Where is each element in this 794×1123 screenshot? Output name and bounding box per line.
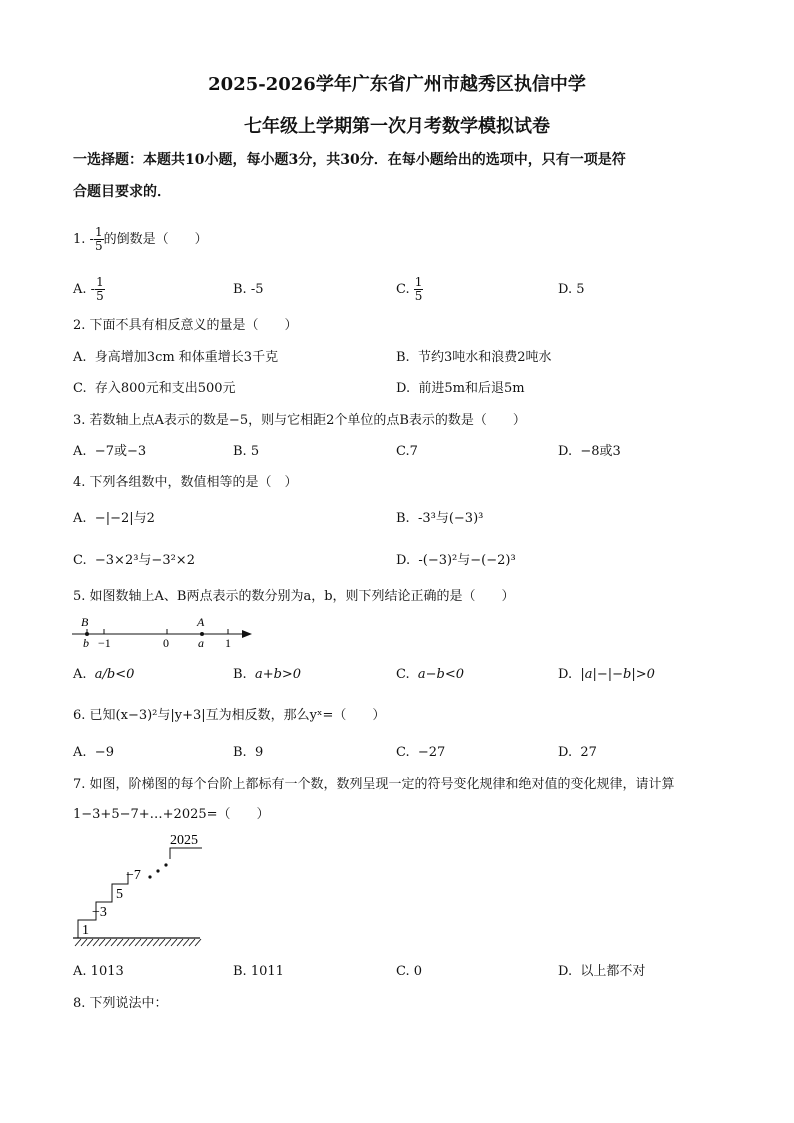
- section-instruction-line2: 合题目要求的．: [73, 184, 171, 200]
- ground-hatch: [75, 939, 201, 946]
- step-label-2: −3: [92, 905, 107, 920]
- question-4-stem: 4. 下列各组数中，数值相等的是（ ）: [73, 475, 298, 490]
- step-label-1: 1: [82, 923, 89, 938]
- question-1-stem: 1. - $\frac{1}{5}$ 的倒数是（ ）: [73, 225, 208, 253]
- question-7-stem-line2: 1−3+5−7+…+2025=（ ）: [73, 807, 270, 822]
- exam-title-line1: 2025-2026学年广东省广州市越秀区执信中学: [208, 74, 586, 95]
- question-number: 1.: [73, 232, 86, 247]
- question-2-option-b[interactable]: B. 节约3吨水和浪费2吨水: [396, 350, 552, 365]
- question-2-option-a[interactable]: A. 身高增加3cm 和体重增长3千克: [73, 350, 279, 365]
- arrow-right-icon: [242, 630, 252, 638]
- step-label-top: 2025: [170, 833, 198, 848]
- question-7-option-b[interactable]: B. 1011: [233, 964, 284, 979]
- question-1-option-d[interactable]: D. 5: [558, 282, 585, 297]
- question-1-option-c[interactable]: C. $\frac{1}{5}$: [396, 275, 423, 303]
- question-3-option-b[interactable]: B. 5: [233, 444, 260, 459]
- question-2-stem: 2. 下面不具有相反意义的量是（ ）: [73, 318, 298, 333]
- question-4-option-a[interactable]: A. −|−2|与2: [73, 511, 155, 526]
- question-1-option-b[interactable]: B. -5: [233, 282, 264, 297]
- ellipsis-dot: [164, 863, 167, 866]
- label-a: a: [198, 636, 204, 650]
- section-instruction-line1: 一选择题：本题共10小题，每小题3分，共30分．在每小题给出的选项中，只有一项是符: [73, 152, 626, 168]
- question-2-option-d[interactable]: D. 前进5m和后退5m: [396, 381, 525, 396]
- question-3-option-c[interactable]: C.7: [396, 444, 418, 459]
- question-5-option-c[interactable]: C. a−b<0: [396, 667, 465, 682]
- question-2-option-c[interactable]: C. 存入800元和支出500元: [73, 381, 236, 396]
- label-B: B: [81, 615, 89, 629]
- question-3-stem: 3. 若数轴上点A表示的数是−5，则与它相距2个单位的点B表示的数是（ ）: [73, 413, 526, 428]
- number-line-figure: [70, 612, 255, 652]
- question-5-stem: 5. 如图数轴上A、B两点表示的数分别为a，b，则下列结论正确的是（ ）: [73, 589, 515, 604]
- label-A: A: [197, 615, 205, 629]
- question-7-stem-line1: 7. 如图，阶梯图的每个台阶上都标有一个数，数列呈现一定的符号变化规律和绝对值的变化规律，请计算: [73, 777, 675, 792]
- question-3-option-d[interactable]: D. −8或3: [558, 444, 621, 459]
- ellipsis-dot: [148, 875, 151, 878]
- question-1-option-a[interactable]: A. - $\frac{1}{5}$: [73, 275, 104, 303]
- question-6-option-a[interactable]: A. −9: [73, 745, 114, 760]
- fraction: $\frac{1}{5}$: [94, 225, 103, 253]
- question-4-option-d[interactable]: D. -(−3)²与−(−2)³: [396, 553, 516, 568]
- label-minus-one: −1: [98, 636, 111, 650]
- question-5-option-d[interactable]: D. |a|−|−b|>0: [558, 667, 655, 682]
- question-6-option-d[interactable]: D. 27: [558, 745, 597, 760]
- question-5-option-a[interactable]: A. a/b<0: [73, 667, 135, 682]
- question-4-option-c[interactable]: C. −3×2³与−3²×2: [73, 553, 195, 568]
- step-label-3: 5: [116, 887, 123, 902]
- question-7-option-c[interactable]: C. 0: [396, 964, 423, 979]
- question-3-option-a[interactable]: A. −7或−3: [73, 444, 147, 459]
- staircase-figure: [70, 828, 205, 953]
- question-6-option-b[interactable]: B. 9: [233, 745, 264, 760]
- question-7-option-a[interactable]: A. 1013: [73, 964, 124, 979]
- question-8-stem: 8. 下列说法中：: [73, 996, 168, 1011]
- step-label-4: −7: [126, 868, 141, 883]
- question-5-option-b[interactable]: B. a+b>0: [233, 667, 302, 682]
- label-b: b: [83, 636, 89, 650]
- ellipsis-dot: [156, 869, 159, 872]
- label-one: 1: [225, 636, 231, 650]
- label-zero: 0: [163, 636, 169, 650]
- question-6-option-c[interactable]: C. −27: [396, 745, 446, 760]
- question-7-option-d[interactable]: D. 以上都不对: [558, 964, 646, 979]
- exam-title-line2: 七年级上学期第一次月考数学模拟试卷: [244, 116, 550, 137]
- question-4-option-b[interactable]: B. -3³与(−3)³: [396, 511, 484, 526]
- question-6-stem: 6. 已知(x−3)²与|y+3|互为相反数，那么yˣ=（ ）: [73, 708, 386, 723]
